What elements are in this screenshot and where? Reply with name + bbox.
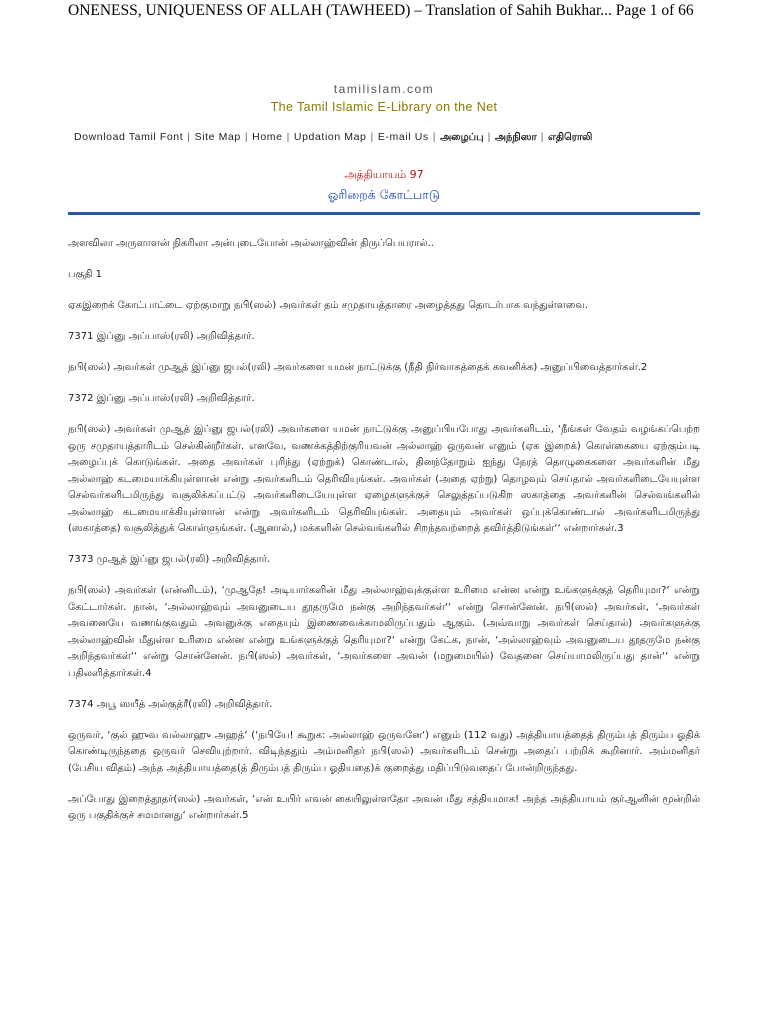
nav-link-ethiroli[interactable]: எதிரொலி <box>548 132 593 143</box>
section-label: பகுதி 1 <box>68 269 103 280</box>
chapter-number: அத்தியாயம் 97 <box>344 168 424 181</box>
bismillah-line: அளவிலா அருளாளன் நிகரிலா அன்புடையோன் அல்லாஹ்வின் திருப்பெயரால்.. <box>68 238 434 249</box>
nav-separator: | <box>487 131 491 143</box>
nav-link-download-font[interactable]: Download Tamil Font <box>74 131 184 143</box>
nav-link-email[interactable]: E-mail Us <box>377 131 429 143</box>
article-body <box>68 236 700 839</box>
site-tagline: The Tamil Islamic E-Library on the Net <box>270 100 498 114</box>
hadith-text: ஒருவர், ‘குல் ஹுவ வல்லாஹு அஹத்‘ (‘நபியே! கூறுக: அல்லாஹ் ஒருவனே‘) எனும் (112 வது) அத்தியாயத்தைத் திரும்பத் திரும்ப ஓதிக் கொண்டிருந்ததை ஒருவர் செவியுற்றார். விடிந்ததும் அம்மனிதர் நபி(ஸல்) அவர்களிடம் சென்று அதைப் பற்றிக் கூறினார். அம்மனிதர் (பேசிய விதம்) அந்த அத்தியாயத்தை(த் திரும்பத் திரும்ப ஓதியதை)க் குறைத்து மதிப்பிடுவதைப் போன்றிருந்தது. <box>68 729 700 774</box>
divider <box>68 212 700 215</box>
nav-separator: | <box>187 131 191 143</box>
page-header: ONENESS, UNIQUENESS OF ALLAH (TAWHEED) – Translation of Sahih Bukhar... Page 1 of 66 <box>68 2 694 19</box>
nav-bar <box>74 131 714 144</box>
nav-separator: | <box>370 131 374 143</box>
section-description: ஏகஇறைக் கோட்பாட்டை ஏற்குமாறு நபி(ஸல்) அவர்கள் தம் சமுதாயத்தாரை அழைத்தது தொடர்பாக வந்துள்ளவை. <box>68 300 589 311</box>
hadith-narrator: 7373 முஆத் இப்னு ஜபல்(ரலி) அறிவித்தார். <box>68 554 271 565</box>
nav-separator: | <box>286 131 290 143</box>
nav-link-home[interactable]: Home <box>252 131 283 143</box>
nav-link-site-map[interactable]: Site Map <box>194 131 241 143</box>
hadith-text: நபி(ஸல்) அவர்கள் முஆத் இப்னு ஜபல்(ரலி) அவர்களை யமன் நாட்டுக்கு அனுப்பியபோது அவர்களிடம், ‘நீங்கள் வேதம் வழங்கப்பெற்ற ஒரு சமுதாயத்தாரிடம் செல்கின்றீர்கள். எனவே, வணக்கத்திற்குரியவன் அல்லாஹ் ஒருவன் எனும் (ஏக இறைக்) கொள்கையை ஏற்கும்படி அழைப்புக் கொடுங்கள். அதை அவர்கள் புரிந்து (ஏற்றுக்) கொண்டால், தினந்தோறும் ஐந்து நேரத் தொழுகைகளை அவர்களின் மீது அல்லாஹ் கடமையாக்கியுள்ளான் என்று அவர்களிடம் தெரிவியுங்கள். அவர்கள் (அதை ஏற்று) தொழவும் செய்தால் அவர்களிடையேயுள்ள செல்வர்களிடமிருந்து வசூலிக்கப்பட்டு அவர்களிடையேயுள்ள ஏழைகளுக்குச் செலுத்தப்படுகிற ஸகாத்தை அவர்களின் செல்வங்களில் அல்லாஹ் கடமையாக்கியுள்ளான் என்று அவர்களிடம் தெரிவியுங்கள். அதையும் அவர்கள் ஒப்புக்கொண்டால் அவர்களிடமிருந்து (ஸகாத்தை) வசூலித்துக் கொள்ளுங்கள். (ஆனால்,) மக்களின் செல்வங்களில் சிறந்தவற்றைத் தவிர்த்திடுங்கள்‘‘ என்றார்கள்.3 <box>68 424 700 534</box>
site-branding <box>0 82 768 114</box>
hadith-narrator: 7374 அபூ ஸயீத் அல்குத்ரீ(ரலி) அறிவித்தார். <box>68 698 273 710</box>
hadith-narrator: 7372 இப்னு அப்பாஸ்(ரலி) அறிவித்தார். <box>68 393 255 404</box>
hadith-text: நபி(ஸல்) அவர்கள் (என்னிடம்), ‘முஆதே! அடியார்களின் மீது அல்லாஹ்வுக்குள்ள உரிமை என்ன என்று உங்களுக்குத் தெரியுமா?‘ என்று கேட்டார்கள். நான், ‘அல்லாஹ்வும் அவனுடைய தூதருமே நன்கு அறிந்தவர்கள்‘‘ என்று சொன்னேன். நபி(ஸல்) அவர்கள், ‘அவர்கள் அவனையே வணங்குவதும் அவனுக்கு எதையும் இணைவைக்காமலிருப்பதும் ஆகும். (அவ்வாறு அவர்கள் செய்தால்) அவர்களுக்கு அல்லாஹ்வின் மீதுள்ள உரிமை என்ன என்று உங்களுக்குத் தெரியுமா?‘ என்று கேட்க, நான், ‘அல்லாஹ்வும் அவனுடைய தூதருமே நன்கு அறிந்தவர்கள்‘‘ என்று சொன்னேன். நபி(ஸல்) அவர்கள், ‘அவர்களை அவன் (மறுமையில்) வேதனை செய்யாமலிருப்பது தான்‘‘ என்று பதிலளித்தார்கள்.4 <box>68 585 700 679</box>
hadith-text: அப்போது இறைத்தூதர்(ஸல்) அவர்கள், ‘என் உயிர் எவன் கையிலுள்ளதோ அவன் மீது சத்தியமாக! அந்த அத்தியாயம் குர்ஆனின் மூன்றில் ஒரு பகுதிக்குச் சமமானது‘ என்றார்கள்.5 <box>68 793 700 821</box>
chapter-heading <box>0 168 768 204</box>
nav-link-updation-map[interactable]: Updation Map <box>293 131 367 143</box>
nav-separator: | <box>540 131 545 143</box>
nav-link-azhaippu[interactable]: அழைப்பு <box>440 132 484 143</box>
hadith-narrator: 7371 இப்னு அப்பாஸ்(ரலி) அறிவித்தார். <box>68 331 255 342</box>
nav-separator: | <box>244 131 249 143</box>
chapter-title: ஓரிறைக் கோட்பாடு <box>327 187 441 202</box>
nav-separator: | <box>432 131 437 143</box>
site-domain: tamilislam.com <box>333 82 435 96</box>
nav-link-annisa[interactable]: அந்நிஸா <box>494 132 537 143</box>
hadith-text: நபி(ஸல்) அவர்கள் முஆத் இப்னு ஜபல்(ரலி) அவர்களை யமன் நாட்டுக்கு (நீதி நிர்வாகத்தைக் கவனிக்க) அனுப்பிவைத்தார்கள்.2 <box>68 362 648 373</box>
